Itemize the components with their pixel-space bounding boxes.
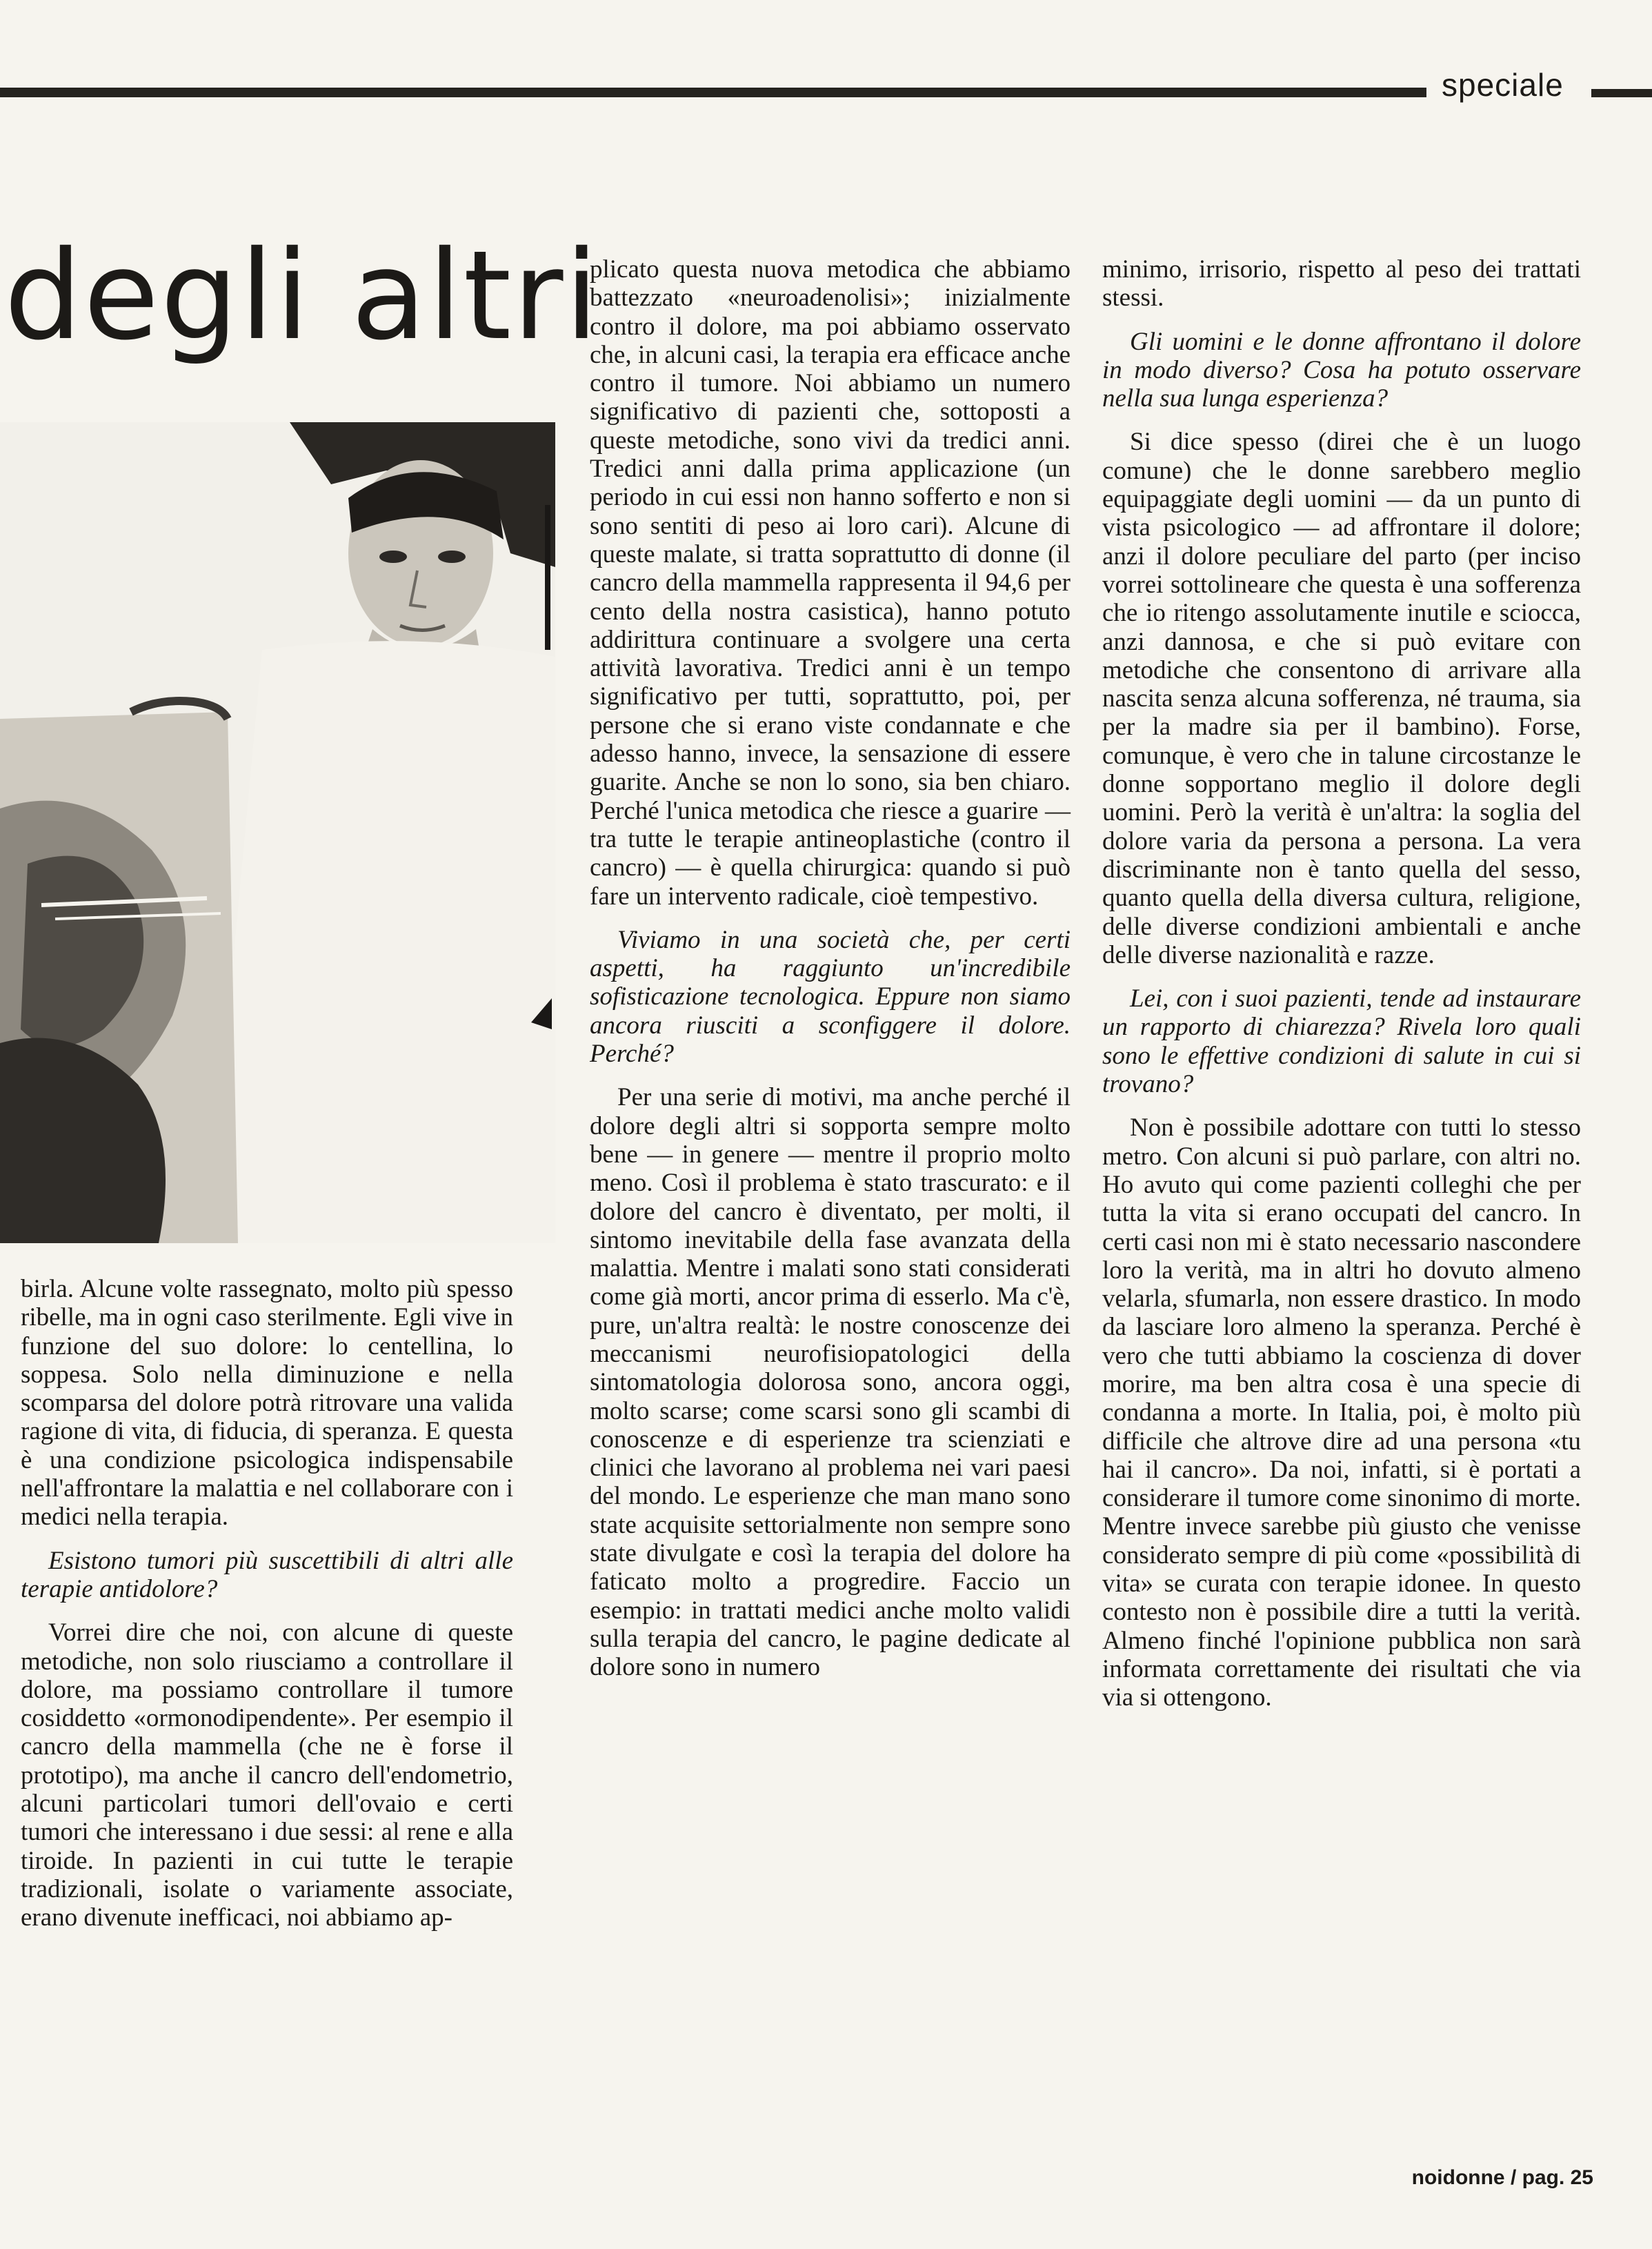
header-rule-right xyxy=(1591,89,1652,97)
interview-question: Gli uomini e le donne affrontano il dolore in modo diverso? Cosa ha potuto osservare nella sua lunga esperienza? xyxy=(1102,327,1581,413)
interview-question: Esistono tumori più suscettibili di altri alle terapie antidolore? xyxy=(21,1546,513,1603)
paragraph: minimo, irrisorio, rispetto al peso dei trattati stessi. xyxy=(1102,255,1581,313)
headline: degli altri xyxy=(4,224,600,367)
interview-question: Lei, con i suoi pazienti, tende ad instaurare un rapporto di chiarezza? Rivela loro quali sono le effettive condizioni di salute in cui si trovano? xyxy=(1102,984,1581,1099)
man-portrait-icon xyxy=(0,422,555,1243)
page-footer: noidonne / pag. 25 xyxy=(1411,2166,1593,2189)
column-2 xyxy=(590,255,1071,1682)
paragraph: Non è possibile adottare con tutti lo stesso metro. Con alcuni si può parlare, con altri no. Ho avuto qui come pazienti colleghi che per tutta la vita si erano occupati del cancro. In certi casi non mi è stato necessario nascondere loro la verità, ma in altri ho dovuto almeno velarla, sfumarla, non essere drastico. In modo da lasciare loro almeno la speranza. Perché è vero che tutti abbiamo la coscienza di dover morire, ma ben altra cosa è una specie di condanna a morte. In Italia, poi, è molto più difficile che altrove dire ad una persona «tu hai il cancro». Da noi, infatti, si è portati a considerare il tumore come sinonimo di morte. Mentre invece sarebbe più giusto che venisse considerato sempre di più come «possibilità di vita» se curata con terapie idonee. In questo contesto non è possibile dire a tutti la verità. Almeno finché l'opinione pubblica non sarà informata correttamente dei risultati che via via si ottengono. xyxy=(1102,1113,1581,1712)
column-1 xyxy=(21,1275,513,1932)
column-3 xyxy=(1102,255,1581,1712)
portrait-photo xyxy=(0,422,555,1243)
paragraph: Per una serie di motivi, ma anche perché il dolore degli altri si sopporta sempre molto bene — in genere — mentre il proprio molto meno. Così il problema è stato trascurato: e il dolore del cancro è diventato, per molti, il sintomo inevitabile della fase avanzata della malattia. Mentre i malati sono stati considerati come già morti, ancor prima di esserlo. Ma c'è, pure, un'altra realtà: le nostre conoscenze dei meccanismi neurofisiopatologici della sintomatologia dolorosa sono, ancora oggi, molto scarse; come scarsi sono gli scambi di conoscenze e di esperienze tra scienziati e clinici che lavorano al problema nei vari paesi del mondo. Le esperienze che man mano sono state acquisite settorialmente non sempre sono state divulgate e così la terapia del dolore ha faticato molto a progredire. Faccio un esempio: in trattati medici anche molto validi sulla terapia del cancro, le pagine dedicate al dolore sono in numero xyxy=(590,1083,1071,1682)
paragraph: Si dice spesso (direi che è un luogo comune) che le donne sarebbero meglio equipaggiate degli uomini — da un punto di vista psicologico — ad affrontare il dolore; anzi il dolore peculiare del parto (per inciso vorrei sottolineare che questa è una sofferenza che io ritengo assolutamente inutile e sciocca, anzi dannosa, e che si può evitare con metodiche che consentono di arrivare alla nascita senza alcuna sofferenza, né trauma, sia per la madre sia per il bambino). Forse, comunque, è vero che in talune circostanze le donne sopportano meglio il dolore degli uomini. Però la verità è un'altra: la soglia del dolore varia da persona a persona. La vera discriminante non è tanto quella del sesso, quanto quella della diversa cultura, religione, delle diverse condizioni ambientali e anche delle diverse nazionalità e razze. xyxy=(1102,428,1581,969)
paragraph: birla. Alcune volte rassegnato, molto più spesso ribelle, ma in ogni caso sterilmente. Egli vive in funzione del suo dolore: lo centellina, lo soppesa. Solo nella diminuzione e nella scomparsa del dolore potrà ritrovare una valida ragione di vita, di fiducia, di speranza. E questa è una condizione psicologica indispensabile nell'affrontare la malattia e nel collaborare con i medici nella terapia. xyxy=(21,1275,513,1532)
paragraph: Vorrei dire che noi, con alcune di queste metodiche, non solo riusciamo a controllare il dolore, ma possiamo controllare il tumore cosiddetto «ormonodipendente». Per esempio il cancro della mammella (che ne è forse il prototipo), ma anche il cancro dell'endometrio, alcuni particolari tumori dell'ovaio e certi tumori che interessano i due sessi: al rene e alla tiroide. In pazienti in cui tutte le terapie tradizionali, isolate o variamente associate, erano divenute inefficaci, noi abbiamo ap- xyxy=(21,1618,513,1932)
interview-question: Viviamo in una società che, per certi aspetti, ha raggiunto un'incredibile sofisticazione tecnologica. Eppure non siamo ancora riusciti a sconfiggere il dolore. Perché? xyxy=(590,925,1071,1069)
header-rule-left xyxy=(0,88,1426,97)
paragraph: plicato questa nuova metodica che abbiamo battezzato «neuroadenolisi»; inizialmente contro il dolore, ma poi abbiamo osservato che, in alcuni casi, la terapia era efficace anche contro il tumore. Noi abbiamo un numero significativo di pazienti che, sottoposti a queste metodiche, sono vivi da tredici anni. Tredici anni dalla prima applicazione (un periodo in cui essi non hanno sofferto e non si sono sentiti di peso ai loro cari). Alcune di queste malate, si tratta soprattutto di donne (il cancro della mammella rappresenta il 94,6 per cento della nostra casistica), hanno potuto addirittura continuare a svolgere una certa attività lavorativa. Tredici anni è un tempo significativo per tutti, soprattutto, poi, per persone che si erano viste condannate e che adesso hanno, invece, la sensazione di essere guarite. Anche se non lo sono, sia ben chiaro. Perché l'unica metodica che riesce a guarire — tra tutte le terapie antineoplastiche (contro il cancro) — è quella chirurgica: quando si può fare un intervento radicale, cioè tempestivo. xyxy=(590,255,1071,911)
section-label: speciale xyxy=(1442,67,1564,103)
